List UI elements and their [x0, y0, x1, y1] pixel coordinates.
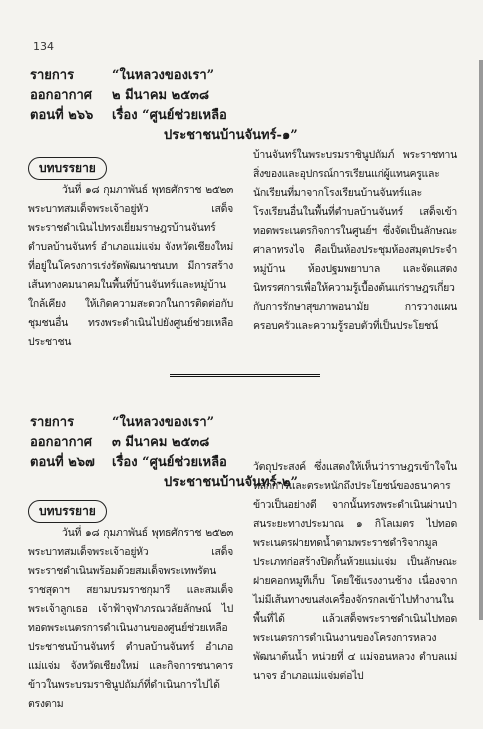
page-number: 134: [33, 40, 54, 53]
program-row: [30, 413, 298, 433]
page-edge-shadow: [479, 60, 483, 620]
episode-title: เรื่อง “ศูนย์ช่วยเหลือ: [112, 455, 227, 470]
program-row: [30, 66, 298, 86]
episode-title-continued: ประชาชนบ้านจันทร์-๑”: [164, 128, 298, 143]
summary-label-badge: บทบรรยาย: [28, 500, 107, 523]
episode-2-text-right: วัตถุประสงค์ ซึ่งแสดงให้เห็นว่าราษฎรเข้าใจในหลักการและตระหนักถึงประโยชน์ของธนาคารข้าวเป็นอย่างดี จากนั้นทรงพระดำเนินผ่านป่าสนระยะทางประมาณ ๑ กิโลเมตร ไปทอดพระเนตรฝายทดน้ำตามพระราชดำริจากมูลประเภทก่อสร้างปิดกั้นห้วยแม่แจ่ม เป็นลักษณะฝายคอกหมูทีเก็บ โดยใช้แรงงานช้าง เนื่องจากไม่มีเส้นทางขนส่งเครื่องจักรกลเข้าไปทำงานในพื้นที่ได้ แล้วเสด็จพระราชดำเนินไปทอดพระเนตรการดำเนินงานของโครงการหลวงพัฒนาต้นน้ำ หน่วยที่ ๔ แม่จอนหลวง ตำบลแม่นาจร อำเภอแม่แจ่มต่อไป: [253, 461, 457, 682]
episode-number: ตอนที่ ๒๖๗: [30, 455, 95, 470]
program-value: “ในหลวงของเรา”: [112, 68, 215, 83]
episode-header-1: [30, 66, 298, 146]
air-date-row: [30, 433, 298, 453]
air-date: ๒ มีนาคม ๒๕๓๘: [112, 88, 209, 103]
episode-title: เรื่อง “ศูนย์ช่วยเหลือ: [112, 108, 227, 123]
air-date: ๓ มีนาคม ๒๕๓๘: [112, 435, 210, 450]
episode-2-left-column: [28, 524, 233, 714]
episode-1-right-column: [253, 146, 457, 336]
episode-title-row: [30, 106, 298, 126]
section-divider: [170, 374, 320, 377]
air-date-row: [30, 86, 298, 106]
program-value: “ในหลวงของเรา”: [112, 415, 215, 430]
episode-title-continued: ประชาชนบ้านจันทร์-๒”: [164, 475, 298, 490]
program-label: รายการ: [30, 415, 75, 430]
summary-label-badge: บทบรรยาย: [28, 157, 107, 180]
episode-number: ตอนที่ ๒๖๖: [30, 108, 94, 123]
episode-title-row-2: [30, 126, 298, 146]
episode-2-text-left: วันที่ ๑๘ กุมภาพันธ์ พุทธศักราช ๒๕๒๓ พระบาทสมเด็จพระเจ้าอยู่หัว เสด็จพระราชดำเนินพร้อมด้วยสมเด็จพระเทพรัตนราชสุดาฯ สยามบรมราชกุมารี และสมเด็จพระเจ้าลูกเธอ เจ้าฟ้าจุฬาภรณวลัยลักษณ์ ไปทอดพระเนตรการดำเนินงานของศูนย์ช่วยเหลือประชาชนบ้านจันทร์ ตำบลบ้านจันทร์ อำเภอแม่แจ่ม จังหวัดเชียงใหม่ และกิจการชนาคารข้าวในพระบรมราชินูปถัมภ์ที่ดำเนินการไปได้ตรงตาม: [28, 527, 233, 710]
air-label: ออกอากาศ: [30, 88, 93, 103]
episode-1-left-column: [28, 181, 233, 352]
episode-2-right-column: [253, 458, 457, 686]
episode-1-text-right: บ้านจันทร์ในพระบรมราชินูปถัมภ์ พระราชทานสิ่งของและอุปกรณ์การเรียนแก่ผู้แทนครูและนักเรียนที่มาจากโรงเรียนบ้านจันทร์และโรงเรียนอื่นในพื้นที่ตำบลบ้านจันทร์ เสด็จเข้าทอดพระเนตรกิจการในศูนย์ฯ ซึ่งจัดเป็นลักษณะศาลาทรงไจ คือเป็นห้องประชุมห้องสมุดประจำหมู่บ้าน ห้องปฐมพยาบาล และจัดแสดงนิทรรศการเพื่อให้ความรู้เบื้องต้นแก่ราษฎรเกี่ยวกับการรักษาสุขภาพอนามัย การวางแผนครอบครัวและความรู้รอบตัวที่เป็นประโยชน์: [253, 149, 457, 332]
program-label: รายการ: [30, 68, 75, 83]
episode-1-text-left: วันที่ ๑๘ กุมภาพันธ์ พุทธศักราช ๒๕๒๓ พระบาทสมเด็จพระเจ้าอยู่หัว เสด็จพระราชดำเนินไปทรงเยี่ยมราษฎรบ้านจันทร์ ตำบลบ้านจันทร์ อำเภอแม่แจ่ม จังหวัดเชียงใหม่ ที่อยู่ในโครงการเร่งรัดพัฒนาชนบท มีการสร้างเส้นทางคมนาคมในพื้นที่บ้านจันทร์และหมู่บ้านใกล้เคียง ให้เกิดความสะดวกในการติดต่อกับชุมชนอื่น ทรงพระดำเนินไปยังศูนย์ช่วยเหลือประชาชน: [28, 184, 233, 348]
air-label: ออกอากาศ: [30, 435, 93, 450]
